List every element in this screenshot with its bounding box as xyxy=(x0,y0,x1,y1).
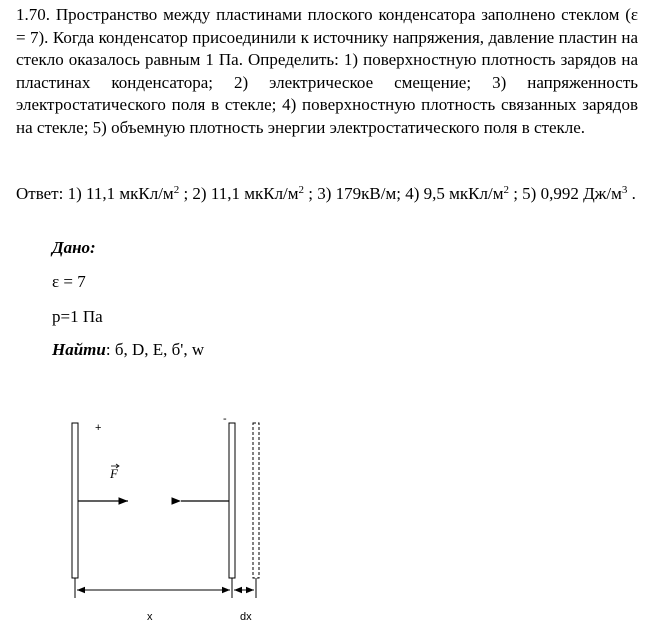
answer-end: . xyxy=(631,184,636,203)
answer-exponent-1: 2 xyxy=(173,184,180,196)
force-label xyxy=(109,464,119,481)
find-label: Найти xyxy=(52,340,106,359)
answer-label: Ответ: xyxy=(16,184,64,203)
right-plate xyxy=(229,423,235,578)
answer-part-2: ; 2) 11,1 мкКл/м xyxy=(183,184,299,203)
capacitor-diagram xyxy=(0,400,663,632)
answer-part-1: 1) 11,1 мкКл/м xyxy=(67,184,174,203)
answer-exponent-3: 2 xyxy=(503,184,509,196)
find-values: : б, D, E, б', w xyxy=(105,340,205,359)
answer-exponent-2: 2 xyxy=(298,184,305,196)
displaced-plate xyxy=(253,423,259,578)
answer-line xyxy=(16,183,646,205)
plus-sign: + xyxy=(95,422,102,434)
answer-part-4: ; 5) 0,992 Дж/м xyxy=(513,184,622,203)
dx-label: dx xyxy=(240,611,252,623)
force-symbol: F xyxy=(110,466,118,481)
answer-exponent-4: 3 xyxy=(621,184,628,196)
answer-part-3: ; 3) 179кВ/м; 4) 9,5 мкКл/м xyxy=(308,184,504,203)
left-plate xyxy=(72,423,78,578)
given-title: Дано: xyxy=(52,238,96,257)
problem-statement: 1.70. Пространство между пластинами плоского конденсатора заполнено стеклом (ε = 7). Когда конденсатор присоединили к источнику напряжения, давление пластин на стекло оказалось равным 1 Па. Определить: 1) поверхностную плотность зарядов на пластинах конденсатора; 2) электрическое смещение; 3) напряженность электростатического поля в стекле; 4) поверхностную плотность связанных зарядов на стекле; 5) объемную плотность энергии электростатического поля в стекле. xyxy=(16,5,638,137)
find-line xyxy=(52,340,204,360)
minus-sign: - xyxy=(223,413,227,425)
given-epsilon: ε = 7 xyxy=(52,272,86,291)
x-label: x xyxy=(147,611,153,623)
given-pressure: p=1 Па xyxy=(52,307,103,326)
